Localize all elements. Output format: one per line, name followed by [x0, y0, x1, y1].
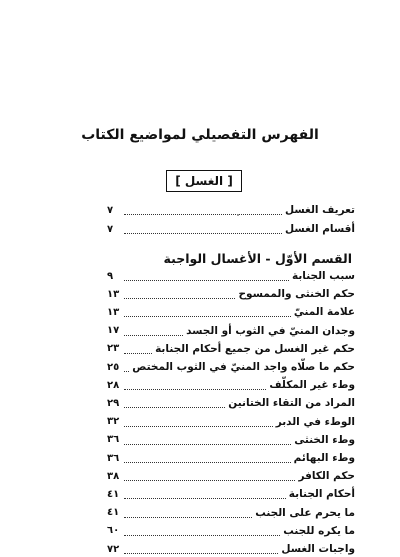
toc-entry-title: حكم ما صلّاه واجد المنيّ في الثوب المختص: [132, 361, 355, 373]
toc-entry: [107, 359, 355, 375]
chapter-label: [ الغسل ]: [175, 174, 233, 188]
dot-leader: [124, 398, 225, 408]
toc-entry-page: ١٧: [107, 325, 120, 337]
toc-entry-page: ٤١: [107, 507, 120, 519]
dot-leader: [124, 224, 282, 234]
dot-leader: [124, 205, 282, 215]
toc-entry: [107, 202, 355, 218]
toc-entry: [107, 286, 355, 302]
toc-entry: [107, 341, 355, 357]
toc-entry: [107, 450, 355, 466]
toc-entry-page: ٢٩: [107, 397, 120, 409]
toc-entry: [107, 395, 355, 411]
toc-entry-title: واجبات الغسل: [281, 543, 355, 555]
toc-entry: [107, 414, 355, 430]
toc-entry-title: وجدان المنيّ في الثوب أو الجسد: [186, 324, 355, 337]
toc-entry-page: ٣٨: [107, 470, 120, 482]
toc-entry: [107, 505, 355, 521]
toc-entry-page: ٤١: [107, 488, 120, 500]
toc-entry: [107, 523, 355, 539]
section-title: القسم الأوّل - الأغسال الواجبة: [163, 251, 352, 266]
toc-entry-title: سبب الجنابة: [291, 270, 355, 282]
toc-entry-page: ٧: [107, 204, 114, 216]
toc-entry-page: ٩: [107, 270, 114, 282]
chapter-heading: [166, 170, 242, 192]
dot-leader: [124, 271, 289, 281]
toc-entry-title: حكم غير الغسل من جميع أحكام الجنابة: [155, 342, 355, 355]
toc-entry-title: حكم الخنثى والممسوح: [238, 288, 355, 301]
toc-entry: [107, 486, 355, 502]
toc-entry-page: ٣٦: [107, 434, 120, 446]
toc-entry: [107, 304, 355, 320]
toc-entry-title: ما يحرم على الجنب: [255, 506, 355, 519]
dot-leader: [124, 307, 291, 317]
dot-leader: [124, 489, 286, 499]
toc-entry-title: علامة المنيّ: [293, 306, 355, 319]
toc-entry-title: الوطء في الدبر: [275, 415, 355, 428]
dot-leader: [124, 326, 183, 336]
toc-entry-title: تعريف الغسل: [284, 204, 355, 216]
toc-entry-title: وطء غير المكلّف: [269, 379, 355, 392]
toc-entry-title: المراد من التقاء الختانين: [228, 397, 355, 410]
dot-leader: [124, 526, 280, 536]
dot-leader: [124, 417, 273, 427]
toc-entry-page: ٧٢: [107, 543, 120, 555]
toc-entry-page: ٧: [107, 223, 114, 235]
dot-leader: [124, 344, 152, 354]
toc-entry-page: ٣٦: [107, 452, 120, 464]
toc-entry-title: وطء الخنثى: [294, 433, 355, 446]
toc-entry-page: ٦٠: [107, 525, 120, 537]
toc-entry: [107, 268, 355, 284]
dot-leader: [124, 453, 291, 463]
toc-entry-title: حكم الكافر: [298, 470, 355, 483]
toc-entry: [107, 323, 355, 339]
toc-entry-title: أحكام الجنابة: [288, 488, 355, 501]
toc-entry-page: ٢٣: [107, 343, 120, 355]
toc-entry-page: ١٣: [107, 288, 120, 300]
toc-entry-title: أقسام الغسل: [285, 223, 355, 235]
toc-entry: [107, 221, 355, 237]
dot-leader: [124, 544, 278, 554]
toc-entry-title: وطء البهائم: [293, 452, 355, 464]
dot-leader: [124, 380, 266, 390]
toc-entry: [107, 432, 355, 448]
toc-entry-page: ٢٨: [107, 379, 120, 391]
toc-entry-page: ٣٢: [107, 416, 120, 428]
toc-entry: [107, 468, 355, 484]
dot-leader: [124, 435, 291, 445]
dot-leader: [124, 362, 129, 372]
toc-entry-page: ١٣: [107, 306, 120, 318]
dot-leader: [124, 471, 295, 481]
toc-entry: [107, 541, 355, 557]
toc-entry-title: ما يكره للجنب: [283, 524, 355, 537]
page-title: الفهرس التفصيلي لمواضيع الكتاب: [81, 127, 319, 143]
toc-entry: [107, 377, 355, 393]
print-speck: [237, 214, 239, 216]
dot-leader: [124, 289, 235, 299]
toc-entry-page: ٢٥: [107, 361, 120, 373]
dot-leader: [124, 508, 252, 518]
